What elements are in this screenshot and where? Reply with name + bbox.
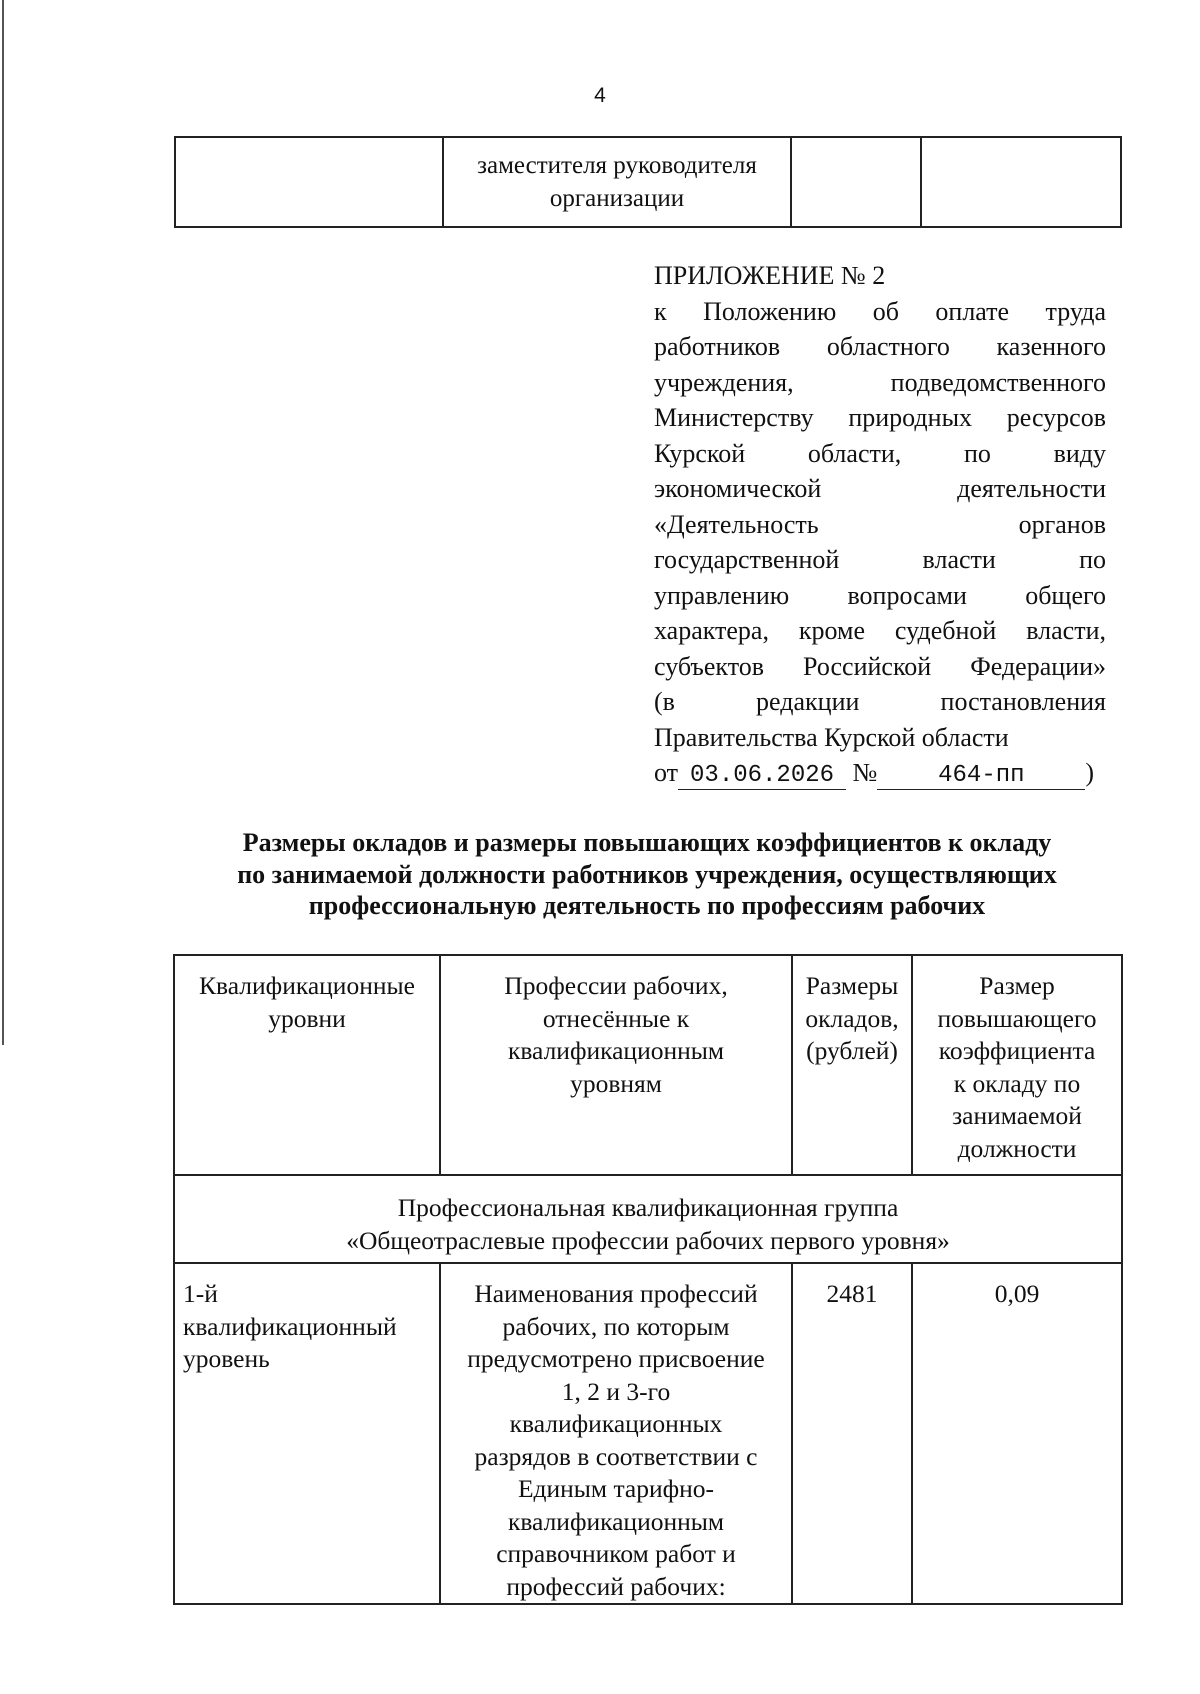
header-text: Размер: [979, 971, 1055, 1000]
header-qualification-levels: [174, 955, 440, 1175]
header-text: повышающего: [937, 1003, 1097, 1033]
appendix-line: «Деятельность органов: [654, 509, 1106, 539]
group-title-line: Профессиональная квалификационная группа: [397, 1193, 899, 1222]
coefficient-cell: 0,09: [912, 1263, 1122, 1604]
appendix-line: к Положению об оплате труда: [654, 296, 1106, 326]
profession-text: разрядов в соответствии с: [474, 1441, 758, 1471]
level-text: квалификационный: [183, 1311, 397, 1341]
heading-line: по занимаемой должности работников учреждения, осуществляющих: [237, 859, 1057, 889]
resolution-number: 464-пп: [877, 763, 1085, 790]
cell-text-line: заместителя руководителя: [477, 152, 757, 179]
header-text: окладов,: [805, 1003, 899, 1033]
appendix-line: учреждения, подведомственного: [654, 367, 1106, 397]
profession-text: квалификационных: [509, 1409, 723, 1438]
appendix-line: Курской области, по виду: [654, 438, 1106, 468]
appendix-line: Министерству природных ресурсов: [654, 403, 1106, 432]
salary-cell: 2481: [792, 1263, 912, 1604]
header-text: (рублей): [806, 1036, 898, 1065]
appendix-date-line: [654, 755, 1106, 791]
header-text: отнесённые к: [542, 1003, 690, 1033]
profession-text: 1, 2 и 3-го: [561, 1376, 671, 1406]
header-text: Размеры: [805, 971, 899, 1000]
continuation-table: [174, 136, 1122, 228]
document-heading: [174, 827, 1120, 922]
continuation-cell-4: [921, 137, 1121, 227]
profession-text: профессий рабочих:: [506, 1571, 726, 1601]
header-professions: [440, 955, 792, 1175]
level-text: 1-й: [183, 1279, 218, 1308]
header-text: уровни: [268, 1003, 346, 1033]
appendix-line: работников областного казенного: [654, 332, 1106, 361]
table-row: [174, 1263, 1122, 1604]
profession-text: Наименования профессий: [474, 1279, 758, 1308]
heading-line: профессиональную деятельность по профессиям рабочих: [308, 891, 986, 920]
heading-line: Размеры окладов и размеры повышающих коэффициентов к окладу: [242, 828, 1052, 857]
appendix-title: ПРИЛОЖЕНИЕ № 2: [654, 261, 886, 290]
continuation-cell-1: [175, 137, 443, 227]
table-header-row: [174, 955, 1122, 1175]
profession-text: предусмотрено присвоение: [467, 1344, 765, 1373]
continuation-cell-3: [791, 137, 921, 227]
profession-text: рабочих, по которым: [502, 1311, 730, 1341]
header-text: к окладу по: [953, 1068, 1081, 1098]
resolution-date: 03.06.2026: [678, 763, 846, 790]
header-text: уровням: [570, 1068, 662, 1098]
appendix-line: характера, кроме судебной власти,: [654, 616, 1106, 645]
appendix-line: государственной власти по: [654, 545, 1106, 574]
salary-table: [173, 954, 1123, 1605]
header-text: должности: [957, 1133, 1077, 1163]
appendix-line: Правительства Курской области: [654, 722, 1009, 752]
close-paren: ): [1085, 758, 1095, 787]
header-text: Профессии рабочих,: [504, 971, 728, 1000]
header-text: занимаемой: [952, 1101, 1082, 1130]
scan-edge-line: [2, 0, 4, 1045]
appendix-line: управлению вопросами общего: [654, 580, 1106, 610]
header-salary: [792, 955, 912, 1175]
header-coefficient: [912, 955, 1122, 1175]
profession-text: справочником работ и: [496, 1539, 736, 1568]
qualification-level-cell: [174, 1263, 440, 1604]
profession-text: Единым тарифно-: [517, 1474, 715, 1503]
cell-text-line: организации: [549, 185, 685, 212]
appendix-block: [654, 258, 1106, 791]
number-label: №: [852, 758, 878, 787]
continuation-cell-2: [443, 137, 791, 227]
header-text: Квалификационные: [199, 971, 415, 1000]
group-title: [174, 1175, 1122, 1263]
appendix-line: субъектов Российской Федерации»: [654, 651, 1106, 681]
appendix-line: экономической деятельности: [654, 474, 1106, 503]
appendix-line: (в редакции постановления: [654, 687, 1106, 716]
header-text: коэффициента: [938, 1036, 1096, 1065]
group-row: [174, 1175, 1122, 1263]
level-text: уровень: [183, 1344, 270, 1373]
header-text: квалификационным: [507, 1036, 725, 1065]
profession-text: квалификационным: [507, 1506, 725, 1536]
from-label: от: [654, 758, 679, 787]
page-number: 4: [594, 84, 606, 107]
group-title-line: «Общеотраслевые профессии рабочих первого уровня»: [346, 1225, 950, 1255]
professions-cell: [440, 1263, 792, 1604]
